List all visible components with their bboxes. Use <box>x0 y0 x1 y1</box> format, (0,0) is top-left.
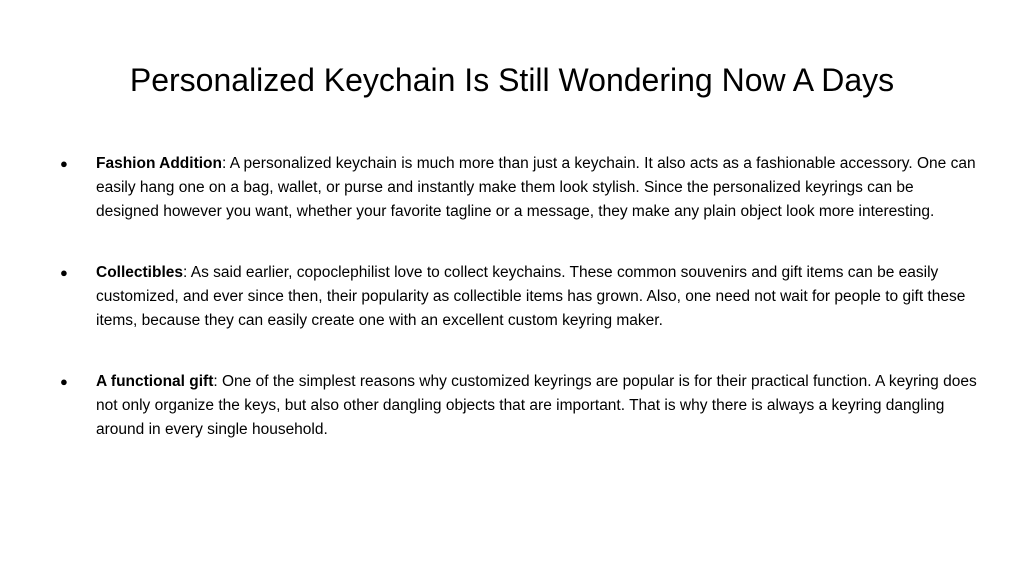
bullet-dot-icon: ● <box>60 265 68 280</box>
slide-title: Personalized Keychain Is Still Wondering Now A Days <box>129 62 895 98</box>
bullet-term: Fashion Addition <box>96 155 222 172</box>
bullet-term: Collectibles <box>96 264 183 281</box>
bullet-term: A functional gift <box>96 373 214 390</box>
bullet-list <box>0 152 1024 479</box>
bullet-item-collectibles <box>0 261 980 333</box>
bullet-dot-icon: ● <box>60 156 68 171</box>
bullet-item-fashion-addition <box>0 152 980 224</box>
bullet-item-functional-gift <box>0 370 980 442</box>
bullet-dot-icon: ● <box>60 374 68 389</box>
bullet-text: : A personalized keychain is much more than just a keychain. It also acts as a fashionable accessory. One can easily hang one on a bag, wallet, or purse and instantly make them look stylish. Since the personalized keyrings can be designed however you want, whether your favorite tagline or a message, they make any plain object look more interesting. <box>96 155 976 220</box>
bullet-text: : As said earlier, copoclephilist love to collect keychains. These common souvenirs and gift items can be easily customized, and ever since then, their popularity as collectible items has grown. Also, one need not wait for people to gift these items, because they can easily create one with an excellent custom keyring maker. <box>96 264 966 329</box>
bullet-text: : One of the simplest reasons why customized keyrings are popular is for their practical function. A keyring does not only organize the keys, but also other dangling objects that are important. That is why there is always a keyring dangling around in every single household. <box>96 373 977 438</box>
